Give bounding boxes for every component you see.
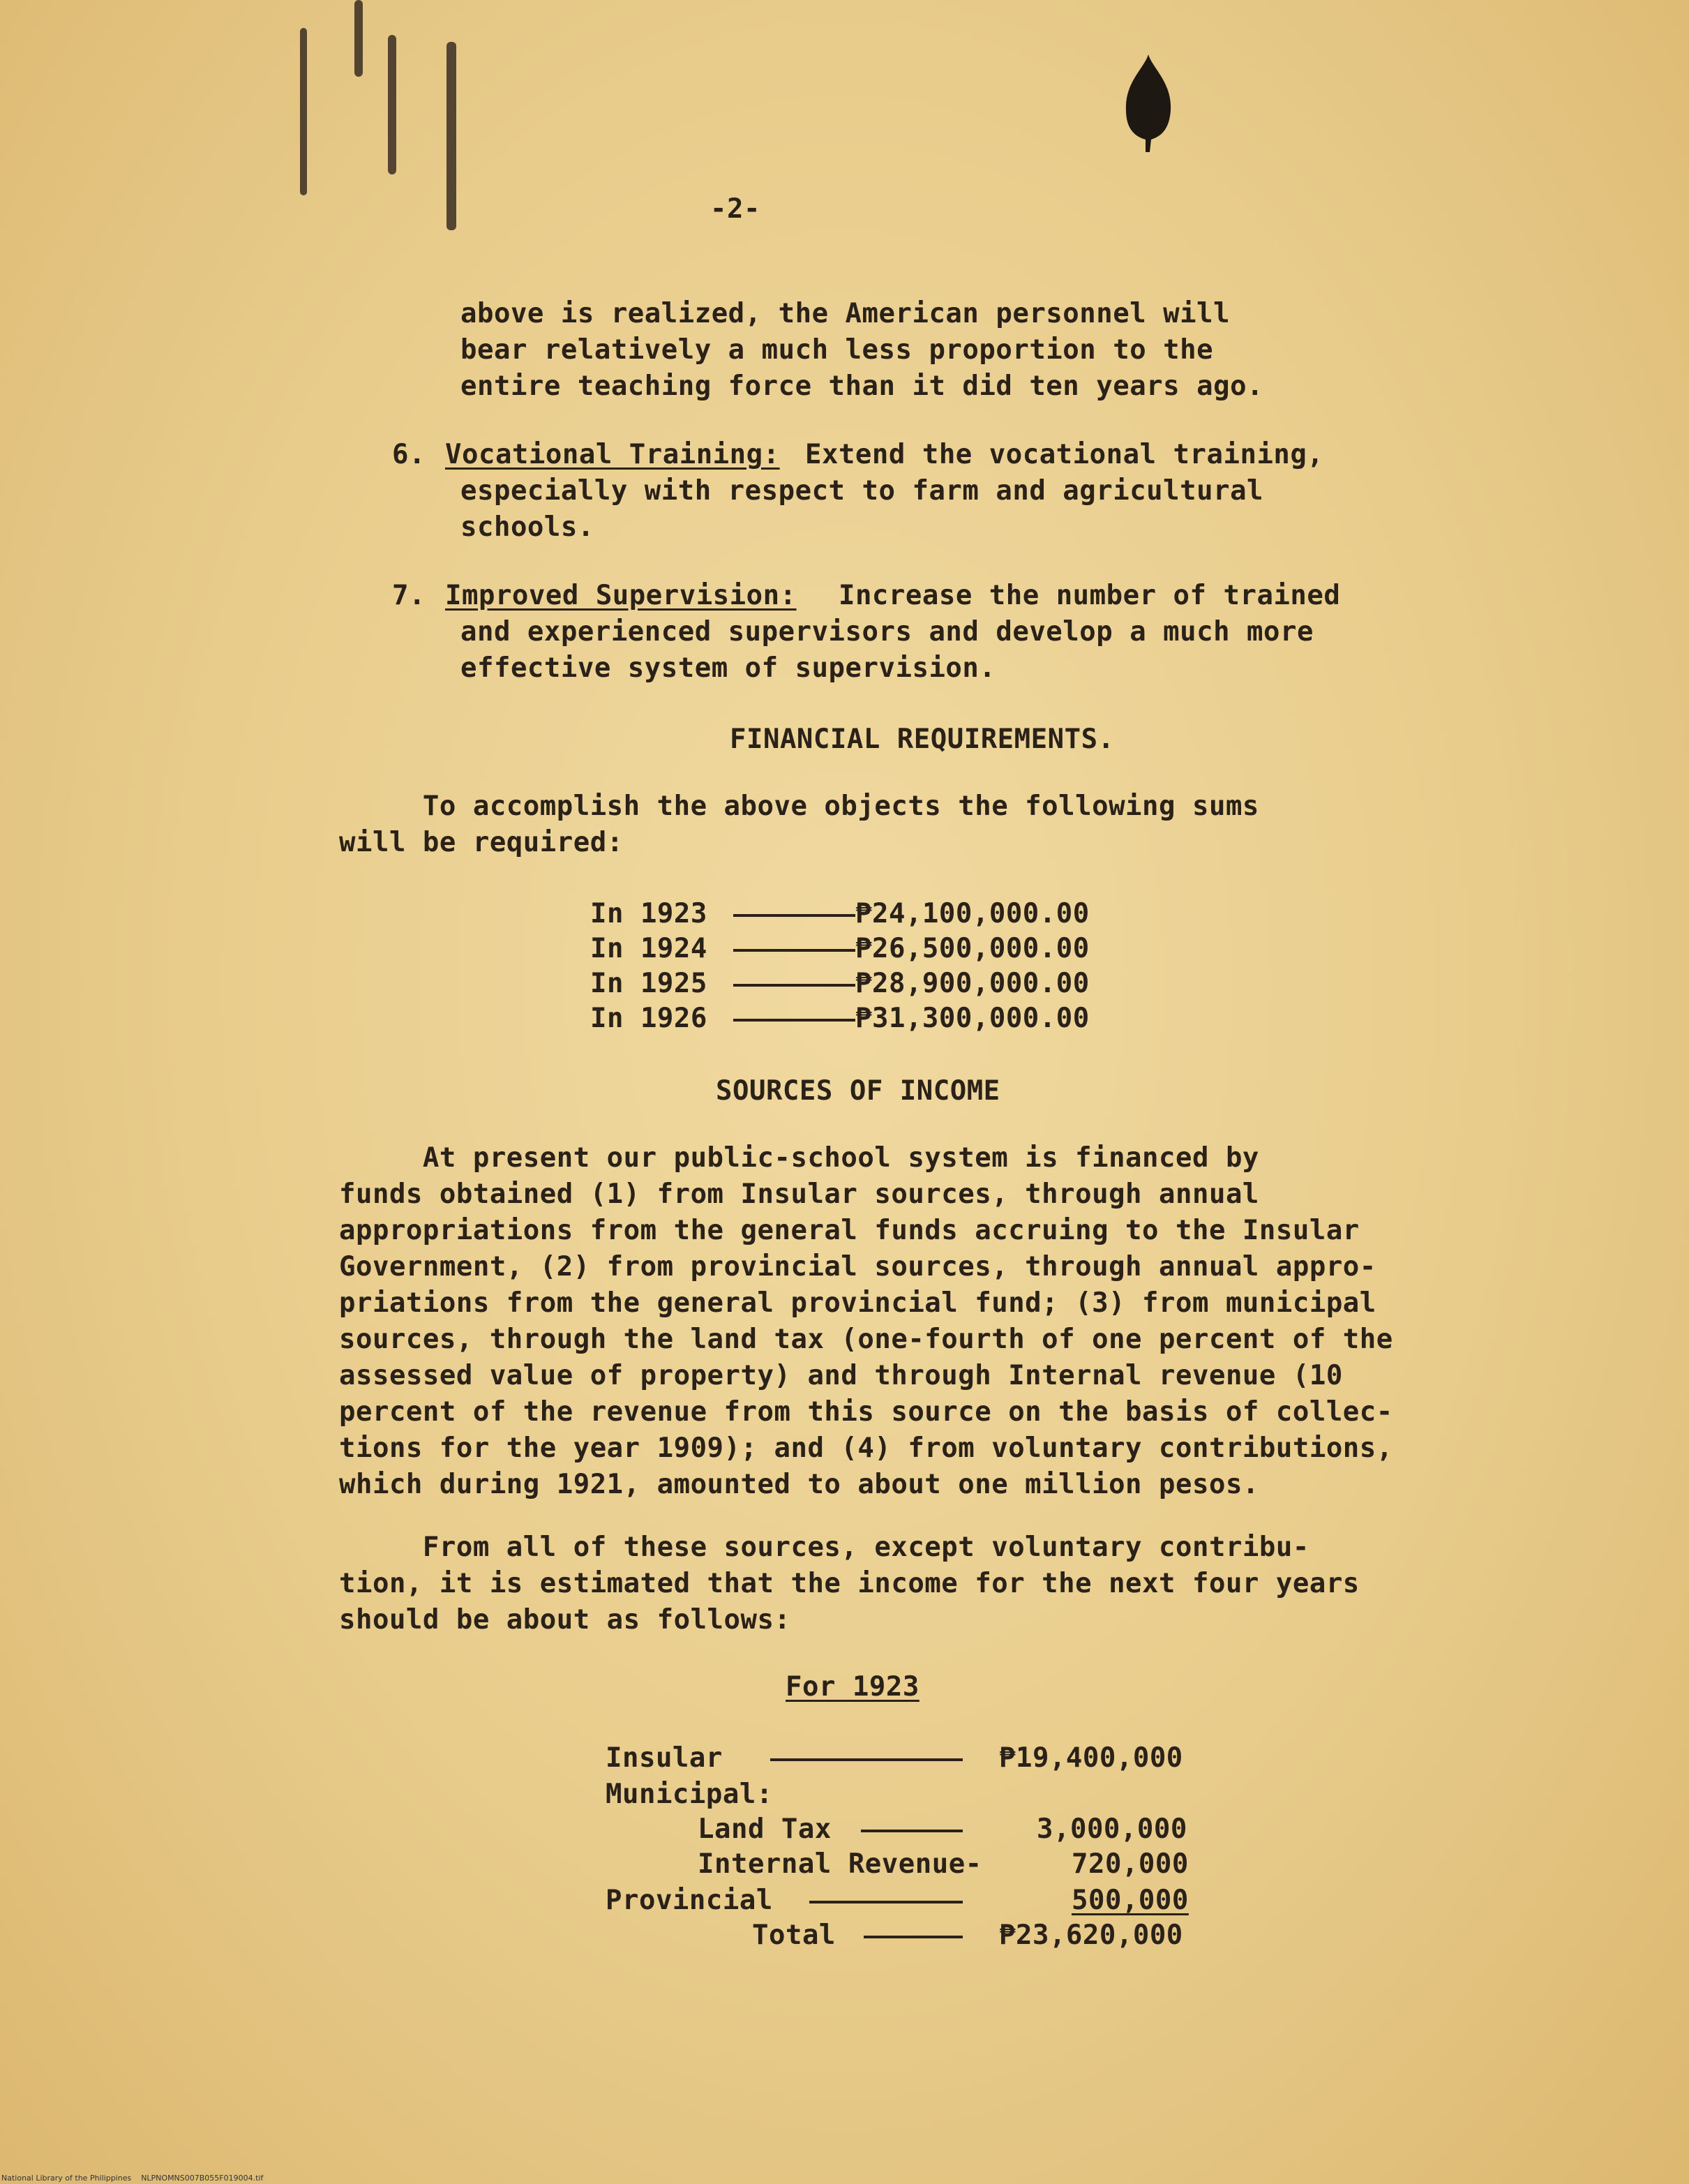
total-leader — [864, 1936, 963, 1938]
year-label: In 1924 — [590, 933, 707, 964]
continuation-line-3: entire teaching force than it did ten years ago. — [460, 371, 1264, 402]
leader-line — [733, 914, 855, 917]
insular-label: Insular — [606, 1742, 723, 1774]
continuation-line-1: above is realized, the American personnel will — [460, 298, 1231, 329]
provincial-label: Provincial — [606, 1885, 773, 1916]
internal-revenue-label: Internal Revenue- — [698, 1848, 982, 1880]
amount-value: ₱26,500,000.00 — [855, 933, 1090, 964]
year-label: In 1923 — [590, 898, 707, 929]
amount-value: ₱28,900,000.00 — [855, 968, 1090, 999]
provincial-value: 500,000 — [1072, 1885, 1189, 1916]
financial-row-1926 — [590, 1001, 1218, 1037]
ink-streak-2 — [354, 0, 363, 77]
item7-heading: Improved Supervision: — [445, 580, 797, 611]
total-value: ₱23,620,000 — [999, 1920, 1183, 1951]
financial-row-1924 — [590, 931, 1218, 967]
item6-number: 6. — [392, 439, 426, 470]
insular-leader — [770, 1758, 963, 1761]
land-tax-leader — [861, 1830, 963, 1832]
land-tax-value: 3,000,000 — [1037, 1813, 1187, 1845]
item6-line-2: especially with respect to farm and agricultural — [460, 475, 1264, 507]
ink-streak-3 — [388, 35, 396, 174]
total-label: Total — [752, 1920, 836, 1951]
land-tax-label: Land Tax — [698, 1813, 832, 1845]
sources-line-10: which during 1921, amounted to about one million pesos. — [339, 1469, 1259, 1500]
archive-footer: National Library of the Philippines NLPNOMNS007B055F019004.tif — [1, 2174, 264, 2183]
item6-heading: Vocational Training: — [445, 439, 780, 470]
ink-blot — [1125, 54, 1172, 152]
leader-line — [733, 1019, 855, 1022]
sources-line-7: assessed value of property) and through Internal revenue (10 — [339, 1360, 1343, 1391]
sources-line-3: appropriations from the general funds accruing to the Insular — [339, 1215, 1360, 1246]
municipal-label: Municipal: — [606, 1779, 773, 1810]
estimate-heading: For 1923 — [786, 1671, 919, 1703]
amount-value: ₱24,100,000.00 — [855, 898, 1090, 929]
page-number: -2- — [710, 193, 760, 225]
sources-line-4: Government, (2) from provincial sources, through annual appro- — [339, 1251, 1376, 1282]
year-label: In 1926 — [590, 1003, 707, 1034]
financial-row-1923 — [590, 896, 1218, 932]
sources2-line-2: tion, it is estimated that the income for the next four years — [339, 1568, 1360, 1599]
sources2-line-1: From all of these sources, except voluntary contribu- — [339, 1532, 1309, 1563]
sources-line-9: tions for the year 1909); and (4) from voluntary contributions, — [339, 1433, 1393, 1464]
year-label: In 1925 — [590, 968, 707, 999]
financial-heading: FINANCIAL REQUIREMENTS. — [730, 724, 1115, 755]
financial-intro-1: To accomplish the above objects the following sums — [339, 791, 1259, 822]
sources-line-2: funds obtained (1) from Insular sources, through annual — [339, 1179, 1259, 1210]
ink-streak-1 — [300, 28, 307, 195]
sources-heading: SOURCES OF INCOME — [716, 1075, 1000, 1107]
sources2-line-3: should be about as follows: — [339, 1604, 791, 1636]
item7-number: 7. — [392, 580, 426, 611]
amount-value: ₱31,300,000.00 — [855, 1003, 1090, 1034]
leader-line — [733, 949, 855, 952]
ink-streak-4 — [446, 42, 456, 230]
item7-line-1: Increase the number of trained — [805, 580, 1341, 611]
item6-line-3: schools. — [460, 511, 594, 543]
item6-line-1: Extend the vocational training, — [788, 439, 1324, 470]
item7-line-2: and experienced supervisors and develop a much more — [460, 616, 1314, 648]
financial-intro-2: will be required: — [339, 827, 624, 858]
leader-line — [733, 984, 855, 987]
sources-line-1: At present our public-school system is financed by — [339, 1142, 1259, 1174]
financial-row-1925 — [590, 966, 1218, 1002]
continuation-line-2: bear relatively a much less proportion to the — [460, 334, 1214, 366]
sources-line-5: priations from the general provincial fund; (3) from municipal — [339, 1287, 1376, 1319]
provincial-leader — [809, 1901, 963, 1903]
sources-line-6: sources, through the land tax (one-fourth of one percent of the — [339, 1324, 1393, 1355]
insular-value: ₱19,400,000 — [999, 1742, 1183, 1774]
item7-line-3: effective system of supervision. — [460, 652, 996, 684]
sources-line-8: percent of the revenue from this source on the basis of collec- — [339, 1396, 1393, 1428]
internal-revenue-value: 720,000 — [1072, 1848, 1189, 1880]
